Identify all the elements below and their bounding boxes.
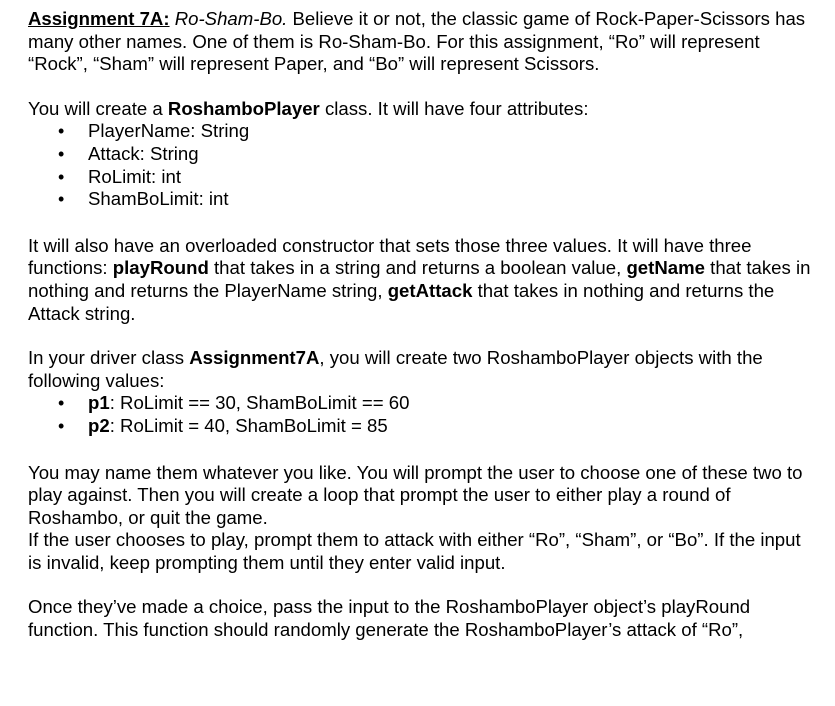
assignment-label: Assignment 7A: [28,8,170,29]
prompt-paragraph: You may name them whatever you like. You will prompt the user to choose one of these two to play against. Then you will create a loop that prompt the user to either play a round of Roshambo, or quit the game. [28,461,803,528]
functions-paragraph: It will also have an overloaded constructor that sets those three values. It will have three functions: playRound that takes in a string and returns a boolean value, getName that takes in nothing and returns the PlayerName string, getAttack that takes in nothing and returns the Attack string. [28,234,811,324]
intro-paragraph [28,8,813,76]
function-getattack: getAttack [387,279,473,301]
list-item: • PlayerName: String [88,120,813,143]
intro-text: Believe it or not, the classic game of Rock-Paper-Scissors has many other names. One of them is Ro-Sham-Bo. For this assignment, “Ro” will represent “Rock”, “Sham” will represent Paper, and “Bo” will represent Scissors. [28,8,806,75]
list-item: • p2: RoLimit = 40, ShamBoLimit = 85 [88,415,813,438]
driver-class-name: Assignment7A [189,347,320,369]
assignment-title: Ro-Sham-Bo. [174,8,288,29]
list-item: • p1: RoLimit == 30, ShamBoLimit == 60 [88,392,813,415]
attribute-list [28,120,813,210]
class-name: RoshamboPlayer [167,97,320,119]
player-list [28,392,813,437]
input-paragraph: If the user chooses to play, prompt them to attack with either “Ro”, “Sham”, or “Bo”. If the input is invalid, keep prompting them until they enter valid input. [28,529,801,573]
function-getname: getName [626,257,705,279]
list-item: • RoLimit: int [88,166,813,189]
playround-paragraph: Once they’ve made a choice, pass the input to the RoshamboPlayer object’s playRound function. This function should randomly generate the RoshamboPlayer’s attack of “Ro”, [28,596,751,641]
list-item: • ShamBoLimit: int [88,188,813,211]
driver-paragraph: In your driver class Assignment7A, you will create two RoshamboPlayer objects with the following values: [28,347,763,391]
class-paragraph: You will create a RoshamboPlayer class. It will have four attributes: [28,97,589,119]
list-item: • Attack: String [88,143,813,166]
function-playround: playRound [112,257,209,279]
